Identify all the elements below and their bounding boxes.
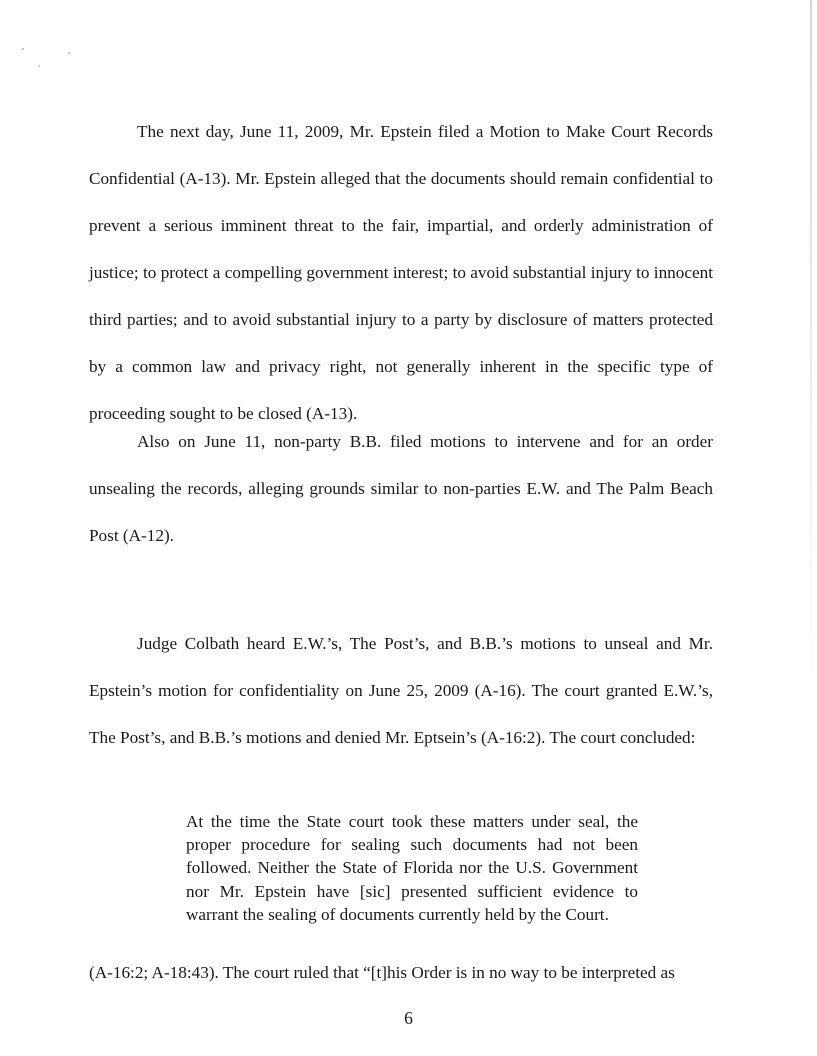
continuation-line: (A-16:2; A-18:43). The court ruled that “[t]his Order is in no way to be interpreted as [89,963,675,982]
paragraph-bb-motion [89,418,713,559]
page-number: 6 [404,1008,413,1028]
scan-speck [22,48,24,50]
scan-edge-shadow [810,0,812,700]
block-quote: At the time the State court took these matters under seal, the proper procedure for sealing such documents had not been followed. Neither the State of Florida nor the U.S. Government nor Mr. Epstein have [sic] presented sufficient evidence to warrant the sealing of documents currently held by the Court. [186,812,638,924]
paragraph-3-text: Judge Colbath heard E.W.’s, The Post’s, and B.B.’s motions to unseal and Mr. Epstein’s motion for confidentiality on June 25, 2009 (A-16). The court granted E.W.’s, The Post’s, and B.B.’s motions and denied Mr. Eptsein’s (A-16:2). The court concluded: [89,634,713,747]
scan-speck [38,65,40,67]
scan-speck [68,52,70,54]
paragraph-1-text: The next day, June 11, 2009, Mr. Epstein filed a Motion to Make Court Records Confidential (A-13). Mr. Epstein alleged that the documents should remain confidential to prevent a serious imminent threat to the fair, impartial, and orderly administration of justice; to protect a compelling government interest; to avoid substantial injury to innocent third parties; and to avoid substantial injury to a party by disclosure of matters protected by a common law and privacy right, not generally inherent in the specific type of proceeding sought to be closed (A-13). [89,122,713,423]
paragraph-motion-confidential [89,108,713,437]
paragraph-2-text: Also on June 11, non-party B.B. filed motions to intervene and for an order unsealing the records, alleging grounds similar to non-parties E.W. and The Palm Beach Post (A-12). [89,432,713,545]
paragraph-hearing [89,620,713,761]
